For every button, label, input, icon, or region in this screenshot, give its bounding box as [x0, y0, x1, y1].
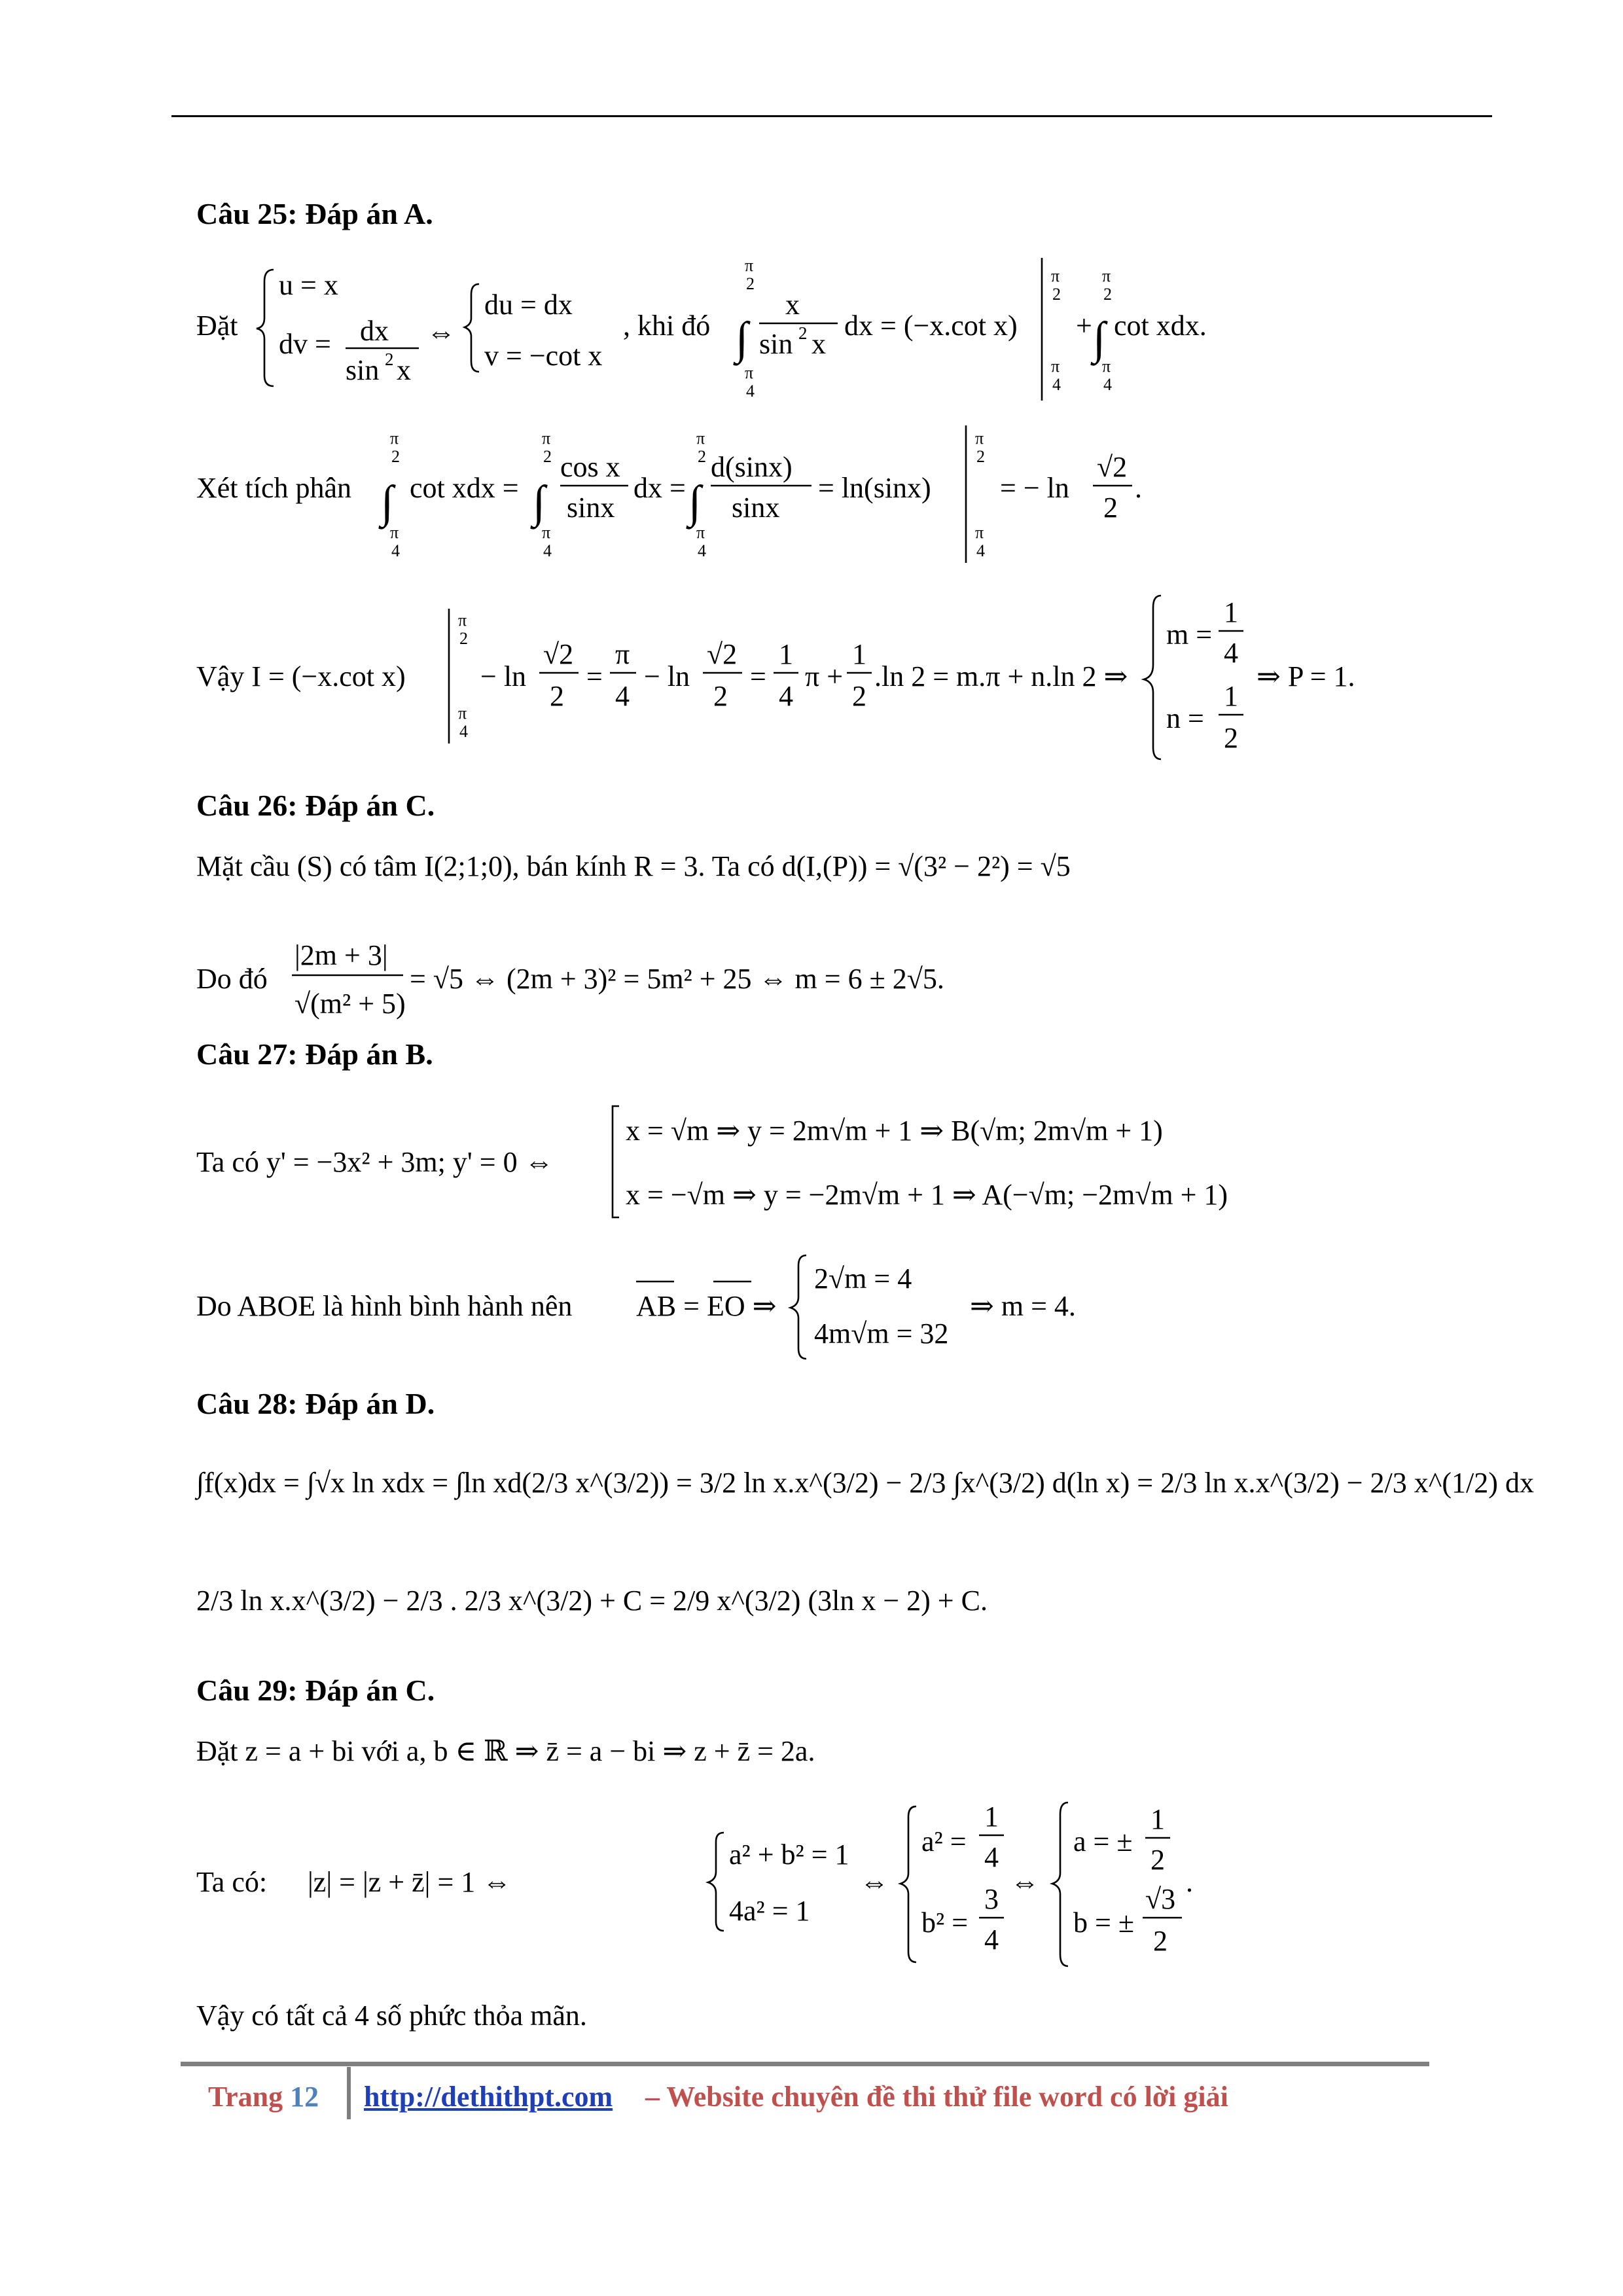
q29-equiv-2: ⇔ [1010, 1866, 1039, 1898]
svg-text:∫: ∫ [533, 477, 546, 528]
svg-text:2: 2 [713, 680, 728, 712]
q25-tail: cot xdx. [1114, 310, 1207, 342]
svg-text:Do ABOE là hình bình hành nên: Do ABOE là hình bình hành nên [196, 1290, 573, 1322]
svg-text:x: x [812, 328, 826, 360]
svg-text:a² =: a² = [921, 1825, 967, 1857]
svg-text:Ta có:: Ta có: [196, 1866, 268, 1898]
q28-line-2: 2/3 ln x.x^(3/2) − 2/3 . 2/3 x^(3/2) + C = 2/9 x^(3/2) (3ln x − 2) + C. [196, 1585, 988, 1617]
svg-text:∫: ∫ [381, 477, 394, 528]
svg-text:π: π [1102, 266, 1111, 285]
svg-text:x = √m ⇒ y = 2m√m + 1 ⇒ B(√m;: x = √m ⇒ y = 2m√m + 1 ⇒ B(√m; 2m√m + 1) [626, 1115, 1163, 1147]
svg-text:2: 2 [976, 447, 985, 466]
svg-text:3: 3 [984, 1883, 999, 1915]
svg-text:a = ±: a = ± [1073, 1825, 1133, 1857]
footer-rule [181, 2062, 1429, 2066]
svg-text:dx =: dx = [633, 472, 686, 504]
svg-text:4: 4 [615, 680, 630, 712]
svg-text:2√m = 4: 2√m = 4 [814, 1263, 912, 1295]
q25-brace-1 [257, 270, 274, 386]
q25-dv-den: sin [346, 354, 380, 386]
q25-dv-num: dx [360, 315, 389, 347]
question-26-title: Câu 26: Đáp án C. [196, 789, 435, 822]
svg-text:⇒ m = 4.: ⇒ m = 4. [970, 1290, 1076, 1322]
q27-parallelogram [196, 1244, 1440, 1368]
svg-text:π: π [696, 429, 705, 448]
q25-dv: dv = [279, 328, 331, 360]
svg-text:π +: π + [805, 660, 844, 692]
q25-v: v = −cot x [484, 340, 603, 372]
svg-text:m =: m = [1166, 619, 1213, 651]
top-rule [171, 115, 1492, 117]
q29-equiv-1: ⇔ [860, 1866, 889, 1898]
svg-text:|2m + 3|: |2m + 3| [294, 939, 388, 971]
svg-text:4: 4 [984, 1841, 999, 1873]
q25-equiv: ⇔ [427, 316, 455, 348]
svg-text:1: 1 [852, 638, 866, 670]
q26-equation [196, 922, 1440, 1033]
svg-text:sinx: sinx [732, 492, 780, 524]
svg-text:2: 2 [852, 680, 866, 712]
svg-text:π: π [458, 611, 467, 630]
svg-text:4m√m = 32: 4m√m = 32 [814, 1318, 949, 1350]
question-28-title: Câu 28: Đáp án D. [196, 1387, 435, 1420]
q25-conclusion [196, 593, 1440, 763]
footer-separator [347, 2067, 351, 2119]
svg-text:∫: ∫ [688, 477, 702, 528]
svg-text:π: π [390, 429, 399, 448]
q25-khi-do: , khi đó [623, 310, 711, 342]
svg-text:2: 2 [1052, 285, 1061, 304]
svg-text:1: 1 [1150, 1803, 1165, 1835]
svg-text:√2: √2 [1097, 451, 1128, 483]
q25-substitution-equation [196, 255, 1440, 406]
svg-text:4: 4 [976, 541, 985, 560]
svg-text:π: π [542, 523, 551, 542]
q25-u: u = x [279, 269, 338, 301]
q25-int-lower-pi: π [745, 363, 754, 382]
q25-int-rhs: dx = (−x.cot x) [844, 310, 1018, 342]
q25-intro: Đặt [196, 310, 238, 342]
footer-page-word: Trang [208, 2081, 283, 2113]
svg-text:π: π [615, 638, 630, 670]
svg-text:π: π [696, 523, 705, 542]
svg-text:√2: √2 [707, 638, 738, 670]
svg-text:4: 4 [698, 541, 706, 560]
q25-vay-label: Vậy I = (−x.cot x) [196, 660, 406, 692]
svg-text:4: 4 [984, 1924, 999, 1956]
svg-text:.: . [1186, 1866, 1193, 1898]
svg-text:1: 1 [984, 1801, 999, 1833]
svg-text:n =: n = [1166, 702, 1204, 734]
svg-text:2: 2 [1103, 492, 1118, 524]
svg-text:√2: √2 [543, 638, 574, 670]
footer-website-link[interactable]: http://dethithpt.com [364, 2081, 613, 2113]
svg-text:b² =: b² = [921, 1907, 969, 1939]
svg-text:AB = EO ⇒: AB = EO ⇒ [636, 1290, 777, 1322]
question-25-title: Câu 25: Đáp án A. [196, 197, 433, 230]
svg-text:4: 4 [1103, 375, 1112, 394]
svg-text:|z| = |z + z̄| = 1 ⇔: |z| = |z + z̄| = 1 ⇔ [308, 1866, 512, 1898]
q28-line-1: ∫f(x)dx = ∫√x ln xdx = ∫ln xd(2/3 x^(3/2)) = 3/2 ln x.x^(3/2) − 2/3 ∫x^(3/2) d(ln x) = 2/3 ln x.x^(3/2) − 2/3 x^(1/2) dx [196, 1467, 1534, 1499]
svg-text:π: π [458, 704, 467, 723]
svg-text:2: 2 [1224, 722, 1238, 754]
question-27-title: Câu 27: Đáp án B. [196, 1037, 433, 1071]
q25-int-upper-pi: π [745, 256, 754, 275]
q25-integral-evaluation [196, 425, 1440, 569]
q29-line-1: Đặt z = a + bi với a, b ∈ ℝ ⇒ z̄ = a − bi ⇒ z + z̄ = 2a. [196, 1735, 815, 1767]
svg-text:2: 2 [543, 447, 552, 466]
q25-dv-den-exp: 2 [385, 350, 394, 369]
q25-int-num: x [785, 289, 800, 321]
svg-text:√3: √3 [1145, 1883, 1176, 1915]
svg-text:− ln: − ln [480, 660, 527, 692]
svg-text:2: 2 [391, 447, 400, 466]
svg-text:4: 4 [391, 541, 400, 560]
q25-integral-sign: ∫ [736, 314, 749, 364]
footer-page-number: 12 [290, 2081, 319, 2113]
svg-text:x = −√m ⇒ y = −2m√m + 1 ⇒ A(−√: x = −√m ⇒ y = −2m√m + 1 ⇒ A(−√m; −2m√m + 1) [626, 1179, 1228, 1211]
q29-system [196, 1800, 1440, 1970]
svg-text:√(m² + 5): √(m² + 5) [294, 988, 406, 1020]
svg-text:b = ±: b = ± [1073, 1907, 1134, 1939]
svg-text:π: π [390, 523, 399, 542]
svg-text:4: 4 [543, 541, 552, 560]
svg-text:⇒ P = 1.: ⇒ P = 1. [1257, 660, 1355, 692]
svg-text:Ta có y' = −3x² + 3m; y' = 0: Ta có y' = −3x² + 3m; y' = 0 ⇔ [196, 1146, 554, 1178]
svg-text:4: 4 [459, 722, 468, 741]
svg-text:=: = [586, 660, 603, 692]
svg-text:= √5 ⇔ (2m + 3)² = 5m² + 25 ⇔: = √5 ⇔ (2m + 3)² = 5m² + 25 ⇔ m = 6 ± 2√5. [410, 963, 944, 995]
svg-text:2: 2 [459, 629, 468, 648]
svg-text:2: 2 [698, 447, 706, 466]
svg-text:2: 2 [1153, 1925, 1168, 1957]
svg-text:1: 1 [1224, 596, 1238, 628]
svg-text:4a² = 1: 4a² = 1 [729, 1895, 810, 1927]
svg-text:π: π [1102, 357, 1111, 376]
q26-line-1: Mặt cầu (S) có tâm I(2;1;0), bán kính R = 3. Ta có d(I,(P)) = √(3² − 2²) = √5 [196, 850, 1071, 882]
svg-text:cos x: cos x [560, 451, 620, 483]
svg-text:4: 4 [779, 680, 793, 712]
svg-text:.: . [1135, 472, 1142, 504]
svg-text:= − ln: = − ln [1000, 472, 1069, 504]
svg-text:d(sinx): d(sinx) [711, 451, 793, 483]
svg-text:=: = [750, 660, 766, 692]
svg-text:2: 2 [746, 274, 755, 293]
svg-text:π: π [1051, 357, 1060, 376]
q25-du: du = dx [484, 289, 573, 321]
svg-text:∫: ∫ [1093, 314, 1106, 364]
svg-text:2: 2 [1103, 285, 1112, 304]
svg-text:= ln(sinx): = ln(sinx) [818, 472, 931, 504]
q27-derivative-cases [196, 1100, 1440, 1224]
question-29-title: Câu 29: Đáp án C. [196, 1674, 435, 1707]
svg-text:.ln 2 = m.π + n.ln 2 ⇒: .ln 2 = m.π + n.ln 2 ⇒ [874, 660, 1128, 692]
svg-text:+: + [1076, 310, 1092, 342]
q25-dv-den-end: x [397, 354, 411, 386]
svg-text:4: 4 [746, 382, 755, 401]
svg-text:2: 2 [798, 323, 808, 343]
svg-text:π: π [975, 523, 984, 542]
svg-text:sinx: sinx [567, 492, 615, 524]
q25-xet-a: cot xdx = [410, 472, 519, 504]
svg-text:2: 2 [1150, 1844, 1165, 1876]
svg-text:1: 1 [1224, 680, 1238, 712]
svg-text:a² + b² = 1: a² + b² = 1 [729, 1839, 849, 1871]
svg-text:π: π [975, 429, 984, 448]
svg-text:2: 2 [550, 680, 564, 712]
svg-text:− ln: − ln [644, 660, 690, 692]
svg-text:1: 1 [779, 638, 793, 670]
footer-page [208, 2080, 319, 2113]
svg-text:4: 4 [1052, 375, 1061, 394]
svg-text:Do đó: Do đó [196, 963, 268, 995]
q25-int-den: sin [759, 328, 793, 360]
svg-text:π: π [1051, 266, 1060, 285]
footer-description: – Website chuyên đề thi thử file word có lời giải [645, 2081, 1228, 2113]
q25-brace-2 [465, 284, 479, 372]
q25-xet-label: Xét tích phân [196, 472, 352, 504]
svg-text:π: π [542, 429, 551, 448]
q29-line-3: Vậy có tất cả 4 số phức thỏa mãn. [196, 2000, 587, 2032]
svg-text:4: 4 [1224, 637, 1238, 669]
